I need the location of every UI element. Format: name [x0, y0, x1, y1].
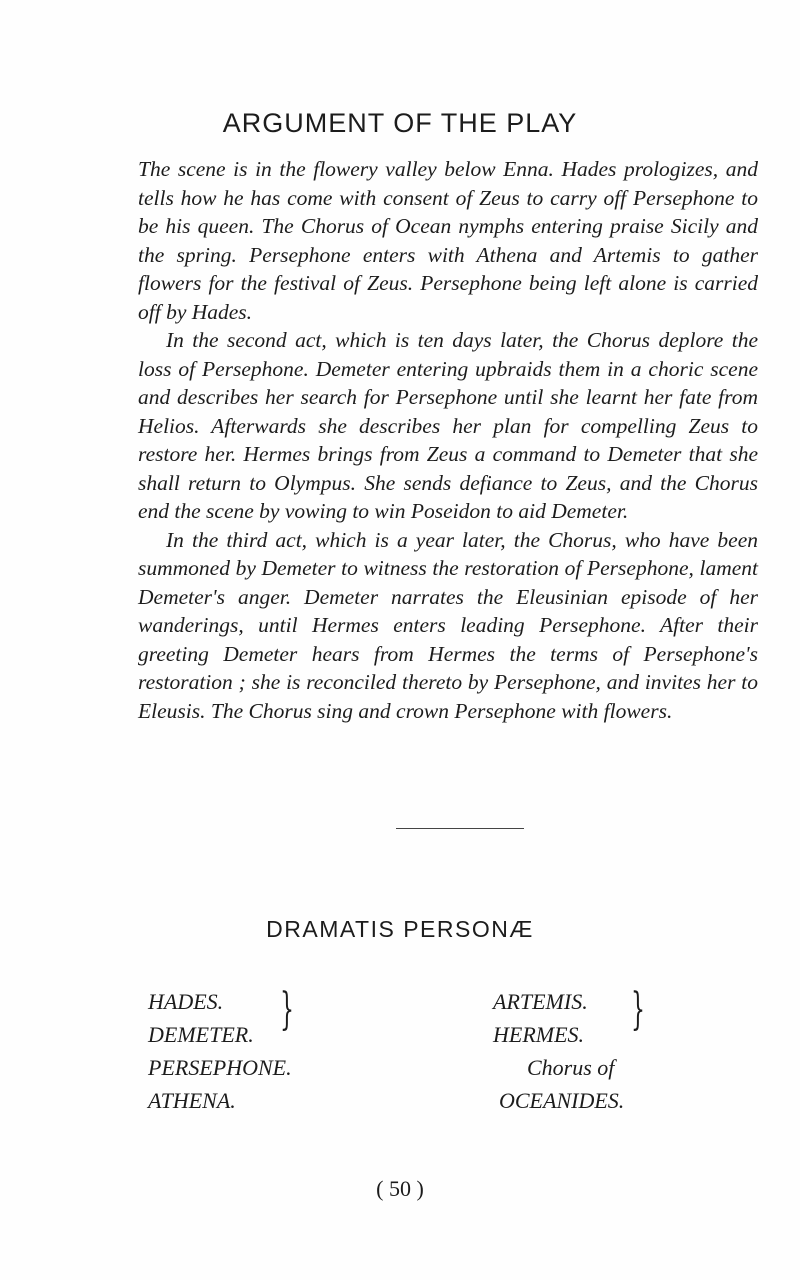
section-divider [396, 828, 524, 829]
argument-paragraph-1: The scene is in the flowery valley below Enna. Hades prologizes, and tells how he has come with consent of Zeus to carry off Persephone to be his queen. The Chorus of Ocean nymphs entering praise Sicily and the spring. Persephone enters with Athena and Artemis to gather flowers for the festival of Zeus. Persephone being left alone is carried off by Hades. [138, 157, 758, 324]
persona-artemis: ARTEMIS. [493, 989, 588, 1014]
dramatis-personae-heading: DRAMATIS PERSONÆ [266, 916, 534, 942]
persona-athena: ATHENA. [148, 1088, 236, 1113]
persona-hades: HADES. [148, 989, 224, 1014]
brace-left-icon: } [280, 984, 294, 1035]
argument-text [138, 155, 758, 725]
persona-chorus-of: Chorus of [527, 1055, 615, 1080]
argument-paragraph-3: In the third act, which is a year later, the Chorus, who have been summoned by Demeter to witness the restoration of Persephone, lament Demeter's anger. Demeter narrates the Eleusinian episode of her wanderings, until Hermes enters leading Persephone. After their greeting Demeter hears from Hermes the terms of Persephone's restoration ; she is reconciled thereto by Persephone, and invites her to Eleusis. The Chorus sing and crown Persephone with flowers. [138, 527, 758, 723]
persona-oceanides: OCEANIDES. [499, 1088, 625, 1113]
page-number: ( 50 ) [376, 1176, 424, 1201]
persona-persephone: PERSEPHONE. [148, 1055, 292, 1080]
argument-paragraph-2: In the second act, which is ten days later, the Chorus deplore the loss of Persephone. Demeter entering upbraids them in a choric scene and describes her search for Persephone until she learnt her fate from Helios. Afterwards she describes her plan for compelling Zeus to restore her. Hermes brings from Zeus a command to Demeter that she shall return to Olympus. She sends defiance to Zeus, and the Chorus end the scene by vowing to win Poseidon to aid Demeter. [138, 328, 758, 523]
brace-right-icon: } [631, 984, 645, 1035]
argument-heading: ARGUMENT OF THE PLAY [222, 108, 578, 138]
persona-hermes: HERMES. [493, 1022, 585, 1047]
persona-demeter: DEMETER. [148, 1022, 254, 1047]
